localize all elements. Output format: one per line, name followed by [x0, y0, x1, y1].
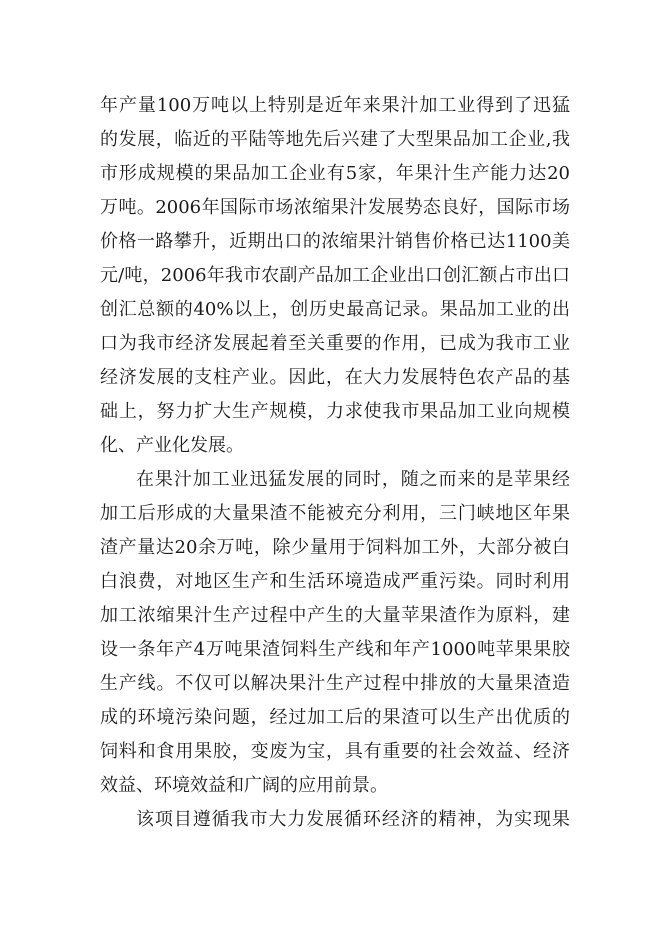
- text-line: 加工浓缩果汁生产过程中产生的大量苹果渣作为原料，建: [100, 605, 570, 626]
- text-line: 加工后形成的大量果渣不能被充分利用，三门峡地区年果: [100, 503, 570, 524]
- text-line: 础上，努力扩大生产规模，力求使我市果品加工业向规模: [100, 401, 570, 422]
- text-line: 价格一路攀升，近期出口的浓缩果汁销售价格已达1100美: [100, 231, 570, 252]
- text-line: 创汇总额的40%以上，创历史最高记录。果品加工业的出: [100, 299, 570, 320]
- text-line: 渣产量达20余万吨，除少量用于饲料加工外，大部分被白: [100, 537, 570, 558]
- paragraph-first-line: 该项目遵循我市大力发展循环经济的精神，为实现果: [136, 809, 570, 830]
- text-line: 经济发展的支柱产业。因此，在大力发展特色农产品的基: [100, 367, 570, 388]
- text-line: 化、产业化发展。: [100, 435, 244, 456]
- text-line: 的发展，临近的平陆等地先后兴建了大型果品加工企业,我: [100, 129, 570, 150]
- text-line: 白浪费，对地区生产和生活环境造成严重污染。同时利用: [100, 571, 570, 592]
- text-line: 效益、环境效益和广阔的应用前景。: [100, 775, 388, 796]
- text-line: 饲料和食用果胶，变废为宝，具有重要的社会效益、经济: [100, 741, 570, 762]
- text-line: 元/吨，2006年我市农副产品加工企业出口创汇额占市出口: [100, 265, 570, 286]
- paragraph-first-line: 在果汁加工业迅猛发展的同时，随之而来的是苹果经: [136, 469, 570, 490]
- text-line: 生产线。不仅可以解决果汁生产过程中排放的大量果渣造: [100, 673, 570, 694]
- text-line: 口为我市经济发展起着至关重要的作用，已成为我市工业: [100, 333, 570, 354]
- text-line: 设一条年产4万吨果渣饲料生产线和年产1000吨苹果果胶: [100, 639, 570, 660]
- text-line: 万吨。2006年国际市场浓缩果汁发展势态良好，国际市场: [100, 197, 570, 218]
- text-line: 年产量100万吨以上特别是近年来果汁加工业得到了迅猛: [100, 95, 570, 116]
- text-line: 市形成规模的果品加工企业有5家，年果汁生产能力达20: [100, 163, 570, 184]
- text-line: 成的环境污染问题，经过加工后的果渣可以生产出优质的: [100, 707, 570, 728]
